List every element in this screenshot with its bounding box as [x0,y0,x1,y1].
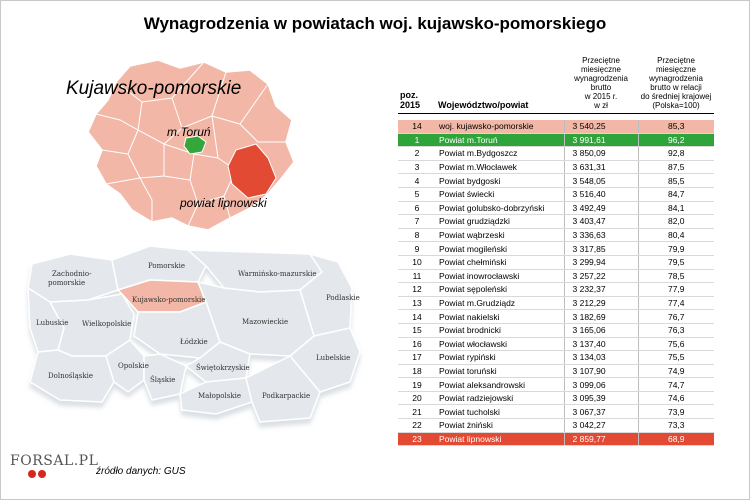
table-row [398,215,714,229]
table-row [398,160,714,174]
voivodeship-label: Lubelskie [316,354,351,362]
cell-name: Powiat nakielski [436,310,564,324]
cell-name: Powiat radziejowski [436,391,564,405]
cell-name: Powiat aleksandrowski [436,378,564,392]
cell-rank: 1 [398,133,436,147]
table-row [398,269,714,283]
cell-rank: 6 [398,201,436,215]
cell-pct: 80,4 [638,228,714,242]
cell-pct: 85,5 [638,174,714,188]
voivodeship-label: Zachodnio-pomorskie [48,270,92,287]
cell-pct: 87,5 [638,160,714,174]
cell-rank: 16 [398,337,436,351]
table-row [398,351,714,365]
cell-wage: 3 212,29 [564,296,638,310]
cell-name: Powiat świecki [436,187,564,201]
cell-name: Powiat inowrocławski [436,269,564,283]
cell-wage: 3 317,85 [564,242,638,256]
table-row [398,187,714,201]
cell-name: Powiat m.Bydgoszcz [436,147,564,161]
cell-rank: 14 [398,120,436,134]
logo-badge-icon [38,470,46,478]
cell-pct: 74,9 [638,364,714,378]
cell-pct: 84,7 [638,187,714,201]
header-wage: Przeciętne miesięczne wynagrodzenia brutto w 2015 r. w zł [564,56,638,114]
forsal-logo: FORSAL.PL [10,453,99,469]
cell-rank: 2 [398,147,436,161]
cell-pct: 76,7 [638,310,714,324]
voivodeship-label: Warmińsko-mazurskie [238,270,317,278]
table-header-row [398,56,714,114]
table-row [398,283,714,297]
table-row [398,337,714,351]
voivodeship-label: Mazowieckie [242,318,289,326]
cell-name: Powiat brodnicki [436,323,564,337]
table-row [398,405,714,419]
table-row [398,364,714,378]
cell-pct: 75,5 [638,351,714,365]
cell-wage: 3 165,06 [564,323,638,337]
table-row [398,310,714,324]
voivodeship-label: Małopolskie [198,392,241,400]
cell-rank: 14 [398,310,436,324]
voivodeship-label: Kujawsko-pomorskie [132,296,206,304]
cell-rank: 13 [398,296,436,310]
map-label-torun: m.Toruń [167,125,211,139]
cell-wage: 3 403,47 [564,215,638,229]
cell-rank: 4 [398,174,436,188]
poland-voivodeship-map [10,232,380,440]
cell-wage: 3 540,25 [564,120,638,134]
table-row [398,228,714,242]
cell-rank: 8 [398,228,436,242]
cell-name: Powiat lipnowski [436,432,564,446]
chart-title: Wynagrodzenia w powiatach woj. kujawsko-pomorskiego [143,14,607,33]
cell-name: Powiat żniński [436,419,564,433]
voivodeship-label: Wielkopolskie [82,320,132,328]
cell-rank: 23 [398,432,436,446]
cell-name: Powiat m.Grudziądz [436,296,564,310]
cell-pct: 73,9 [638,405,714,419]
map-region-name: Kujawsko-pomorskie [66,78,242,99]
voivodeship-label: Śląskie [150,376,176,384]
cell-pct: 73,3 [638,419,714,433]
cell-wage: 3 182,69 [564,310,638,324]
cell-wage: 3 516,40 [564,187,638,201]
table-row [398,174,714,188]
table-row [398,147,714,161]
cell-wage: 3 137,40 [564,337,638,351]
data-source: źródło danych: GUS [96,466,186,477]
cell-rank: 22 [398,419,436,433]
voivodeship-label: Świętokrzyskie [196,364,250,372]
cell-name: Powiat mogileński [436,242,564,256]
cell-rank: 7 [398,215,436,229]
cell-pct: 85,3 [638,120,714,134]
cell-wage: 3 099,06 [564,378,638,392]
cell-pct: 75,6 [638,337,714,351]
cell-pct: 79,5 [638,255,714,269]
cell-pct: 76,3 [638,323,714,337]
cell-name: Powiat golubsko-dobrzyński [436,201,564,215]
cell-name: Powiat rypiński [436,351,564,365]
cell-name: Powiat chełmiński [436,255,564,269]
cell-pct: 78,5 [638,269,714,283]
cell-wage: 3 095,39 [564,391,638,405]
wage-table [398,56,714,446]
voivodeship-label: Dolnośląskie [48,372,94,380]
cell-wage: 3 134,03 [564,351,638,365]
cell-rank: 9 [398,242,436,256]
header-pct: Przeciętne miesięczne wynagrodzenia brutto w relacji do średniej krajowej (Polska=100) [638,56,714,114]
cell-wage: 3 299,94 [564,255,638,269]
cell-name: Powiat tucholski [436,405,564,419]
voivodeship-label: Podlaskie [326,294,360,302]
cell-pct: 84,1 [638,201,714,215]
cell-pct: 74,6 [638,391,714,405]
cell-rank: 17 [398,351,436,365]
cell-name: Powiat sępoleński [436,283,564,297]
cell-name: Powiat włocławski [436,337,564,351]
cell-pct: 92,8 [638,147,714,161]
map-label-lipno: powiat lipnowski [180,196,267,210]
cell-wage: 2 859,77 [564,432,638,446]
cell-wage: 3 042,27 [564,419,638,433]
cell-name: Powiat m.Toruń [436,133,564,147]
cell-name: Powiat wąbrzeski [436,228,564,242]
table-row [398,378,714,392]
cell-name: Powiat bydgoski [436,174,564,188]
table-row [398,201,714,215]
table-row [398,120,714,134]
table-row [398,391,714,405]
table-row [398,419,714,433]
cell-wage: 3 850,09 [564,147,638,161]
cell-wage: 3 548,05 [564,174,638,188]
cell-wage: 3 631,31 [564,160,638,174]
cell-rank: 10 [398,255,436,269]
cell-wage: 3 336,63 [564,228,638,242]
header-name: Województwo/powiat [436,56,564,114]
cell-rank: 11 [398,269,436,283]
cell-rank: 15 [398,323,436,337]
cell-name: woj. kujawsko-pomorskie [436,120,564,134]
voivodeship-label: Podkarpackie [262,392,311,400]
voivodeship-label: Opolskie [118,362,149,370]
table-row [398,133,714,147]
cell-pct: 82,0 [638,215,714,229]
cell-rank: 20 [398,391,436,405]
cell-name: Powiat toruński [436,364,564,378]
cell-wage: 3 067,37 [564,405,638,419]
voivodeship-label: Lubuskie [36,319,69,327]
table-row [398,296,714,310]
cell-rank: 3 [398,160,436,174]
cell-pct: 77,4 [638,296,714,310]
cell-pct: 74,7 [638,378,714,392]
table-row [398,432,714,446]
cell-name: Powiat grudziądzki [436,215,564,229]
cell-wage: 3 232,37 [564,283,638,297]
cell-wage: 3 991,61 [564,133,638,147]
cell-rank: 21 [398,405,436,419]
cell-rank: 5 [398,187,436,201]
header-rank: poz. 2015 [398,56,436,114]
cell-wage: 3 492,49 [564,201,638,215]
voivodeship-label: Łódzkie [180,338,208,346]
cell-rank: 12 [398,283,436,297]
voivodeship-label: Pomorskie [148,262,186,270]
table-row [398,323,714,337]
cell-name: Powiat m.Włocławek [436,160,564,174]
cell-wage: 3 257,22 [564,269,638,283]
cell-pct: 79,9 [638,242,714,256]
cell-pct: 96,2 [638,133,714,147]
cell-pct: 68,9 [638,432,714,446]
table-row [398,242,714,256]
cell-pct: 77,9 [638,283,714,297]
logo-badges [28,470,46,478]
cell-rank: 19 [398,378,436,392]
voivodeship-shape [28,254,118,302]
cell-rank: 18 [398,364,436,378]
table-row [398,255,714,269]
logo-badge-icon [28,470,36,478]
cell-wage: 3 107,90 [564,364,638,378]
